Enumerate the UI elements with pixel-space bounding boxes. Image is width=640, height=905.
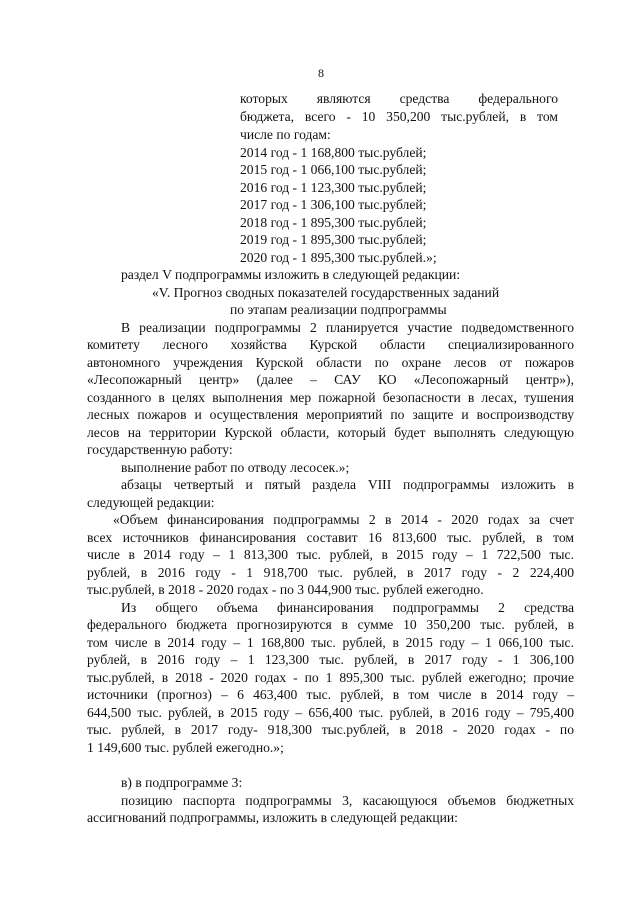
text-line: созданного в целях выполнения мер пожарной безопасности в лесах, тушения	[87, 390, 574, 405]
text-line: 644,500 тыс. рублей, в 2015 году – 656,400 тыс. рублей, в 2016 году – 795,400	[87, 705, 574, 720]
page-number: 8	[318, 66, 324, 80]
text-line: Из общего объема финансирования подпрограммы 2 средства	[121, 600, 574, 615]
text-line: тыс. рублей, в 2017 году- 918,300 тыс.рублей, в 2018 - 2020 годах - по	[87, 722, 574, 737]
text-line: 2017 год - 1 306,100 тыс.рублей;	[240, 197, 427, 212]
text-line: 2018 год - 1 895,300 тыс.рублей;	[240, 215, 427, 230]
text-line: абзацы четвертый и пятый раздела VIII подпрограммы изложить в	[121, 477, 574, 492]
text-line: комитету лесного хозяйства Курской области специализированного	[87, 337, 574, 352]
text-line: 2016 год - 1 123,300 тыс.рублей;	[240, 180, 427, 195]
text-line: том числе в 2014 году – 1 168,800 тыс. рублей, в 2015 году – 1 066,100 тыс.	[87, 635, 574, 650]
text-line: 2019 год - 1 895,300 тыс.рублей;	[240, 232, 427, 247]
text-line: федерального бюджета прогнозируются в сумме 10 350,200 тыс. рублей, в	[87, 617, 574, 632]
text-line: следующей редакции:	[87, 495, 215, 510]
text-line: 2014 год - 1 168,800 тыс.рублей;	[240, 145, 427, 160]
text-line: 1 149,600 тыс. рублей ежегодно.»;	[87, 740, 284, 755]
text-line: 2020 год - 1 895,300 тыс.рублей.»;	[240, 250, 437, 265]
text-line: лесных пожаров и осуществления мероприятий по защите и воспроизводству	[87, 407, 574, 422]
text-line: тыс.рублей, в 2018 - 2020 годах - по 1 895,300 тыс. рублей ежегодно; прочие	[87, 670, 574, 685]
text-line: автономного учреждения Курской области по охране лесов от пожаров	[87, 355, 574, 370]
text-line: государственную работу:	[87, 442, 233, 457]
text-line: источники (прогноз) – 6 463,400 тыс. рублей, в том числе в 2014 году –	[87, 687, 574, 702]
text-line: выполнение работ по отводу лесосек.»;	[121, 460, 350, 475]
text-line: раздел V подпрограммы изложить в следующей редакции:	[121, 267, 461, 282]
text-line: которых являются средства федерального	[240, 91, 558, 106]
text-line: по этапам реализации подпрограммы	[230, 302, 447, 317]
text-line: бюджета, всего - 10 350,200 тыс.рублей, в том	[240, 109, 558, 124]
text-line: рублей, в 2016 году - 1 918,700 тыс. рублей, в 2017 году - 2 224,400	[87, 565, 574, 580]
text-line: числе в 2014 году – 1 813,300 тыс. рублей, в 2015 году – 1 722,500 тыс.	[87, 547, 574, 562]
text-line: «Объем финансирования подпрограммы 2 в 2014 - 2020 годах за счет	[113, 512, 574, 527]
text-line: «V. Прогноз сводных показателей государственных заданий	[152, 285, 500, 300]
text-line: в) в подпрограмме 3:	[121, 775, 243, 790]
text-line: ассигнований подпрограммы, изложить в следующей редакции:	[87, 810, 458, 825]
text-line: 2015 год - 1 066,100 тыс.рублей;	[240, 162, 427, 177]
text-line: позицию паспорта подпрограммы 3, касающуюся объемов бюджетных	[121, 793, 574, 808]
text-line: числе по годам:	[240, 127, 331, 142]
text-line: В реализации подпрограммы 2 планируется участие подведомственного	[121, 320, 574, 335]
text-line: всех источников финансирования составит 16 813,600 тыс. рублей, в том	[87, 530, 574, 545]
text-line: тыс.рублей, в 2018 - 2020 годах - по 3 044,900 тыс. рублей ежегодно.	[87, 582, 484, 597]
text-line: рублей, в 2016 году – 1 123,300 тыс. рублей, в 2017 году - 1 306,100	[87, 652, 574, 667]
text-line: «Лесопожарный центр» (далее – САУ КО «Лесопожарный центр»),	[87, 372, 574, 387]
text-line: лесов на территории Курской области, который будет выполнять следующую	[87, 425, 574, 440]
